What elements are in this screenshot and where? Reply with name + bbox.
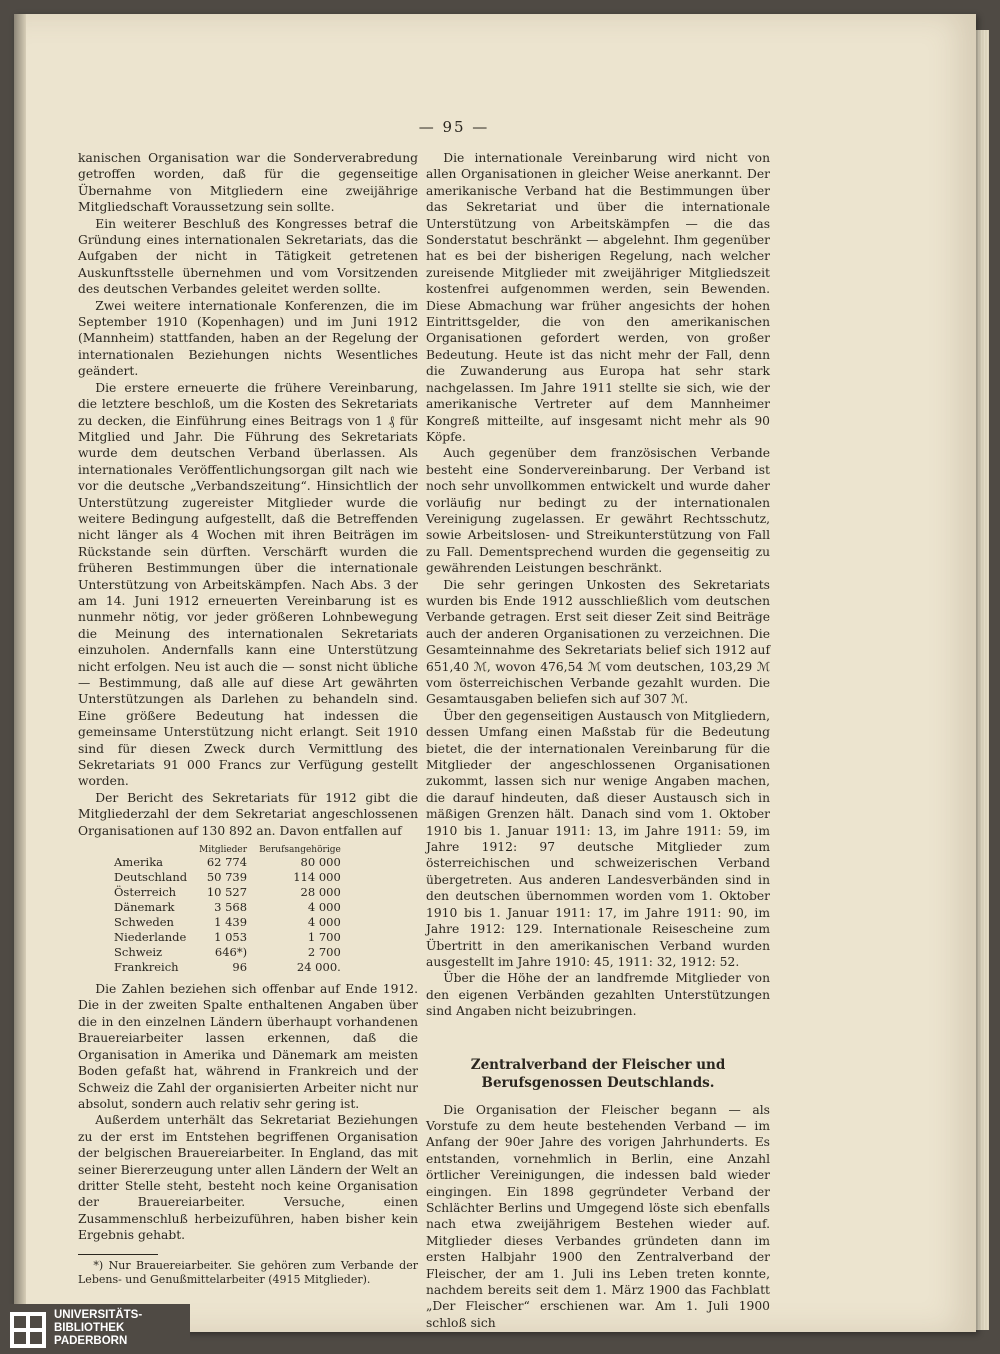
book-gutter — [14, 14, 26, 1332]
library-name-line: PADERBORN — [54, 1335, 128, 1347]
members-cell: 96 — [232, 960, 248, 975]
members-cell: 50 739 — [206, 870, 248, 885]
paragraph: kanischen Organisation war die Sonderverabredung getroffen worden, daß für die gegenseitige Übernahme von Mitgliedern eine zweijährige Mitgliedschaft Voraussetzung sein sollte. — [78, 151, 418, 215]
members-cell: 1 439 — [214, 915, 248, 930]
paragraph: Die sehr geringen Unkosten des Sekretariats wurden bis Ende 1912 ausschließlich vom deutschen Verbande getragen. Erst seit dieser Zeit sind Beiträge auch der anderen Organisationen zu verzeichnen. Die Gesamteinnahme des Sekretariats belief sich 1912 auf 651,40 ℳ, wovon 476,54 ℳ vom deutschen, 103,29 ℳ vom österreichischen Verbande gezahlt wurden. Die Gesamtausgaben beliefen sich auf 307 ℳ. — [426, 577, 770, 707]
paragraph: Außerdem unterhält das Sekretariat Beziehungen zu der erst im Entstehen begriffenen Organisation der belgischen Brauereiarbeiter. In England, das mit seiner Biererzeugung unter allen Ländern der Welt an dritter Stelle steht, besteht noch keine Organisation der Brauereiarbeiter. Versuche, einen Zusammenschluß herbeizuführen, haben bisher kein Ergebnis gehabt. — [78, 1113, 418, 1243]
table-row — [108, 885, 347, 900]
table-row — [108, 900, 347, 915]
library-name-line: BIBLIOTHEK — [54, 1322, 125, 1334]
footnote: *) Nur Brauereiarbeiter. Sie gehören zum Verbande der Lebens- und Genußmittelarbeiter (4915 Mitglieder). — [78, 1258, 418, 1287]
country-cell: Schweden — [114, 915, 174, 930]
country-cell: Österreich — [114, 885, 177, 900]
country-cell: Amerika — [114, 855, 164, 870]
workers-cell: 114 000 — [293, 870, 341, 885]
paragraph: Die Zahlen beziehen sich offenbar auf Ende 1912. Die in der zweiten Spalte enthaltenen Angaben über die in den einzelnen Ländern überhaupt vorhandenen Brauereiarbeiter lassen erkennen, daß die Organisation in Amerika und Dänemark am meisten Boden gefaßt hat, während in Frankreich und der Schweiz die Zahl der organisierten Arbeiter nicht nur absolut, sondern auch relativ sehr gering ist. — [78, 982, 418, 1111]
workers-cell: 4 000 — [307, 915, 341, 930]
country-cell: Dänemark — [114, 900, 175, 915]
country-cell: Niederlande — [114, 930, 187, 945]
paragraph: Auch gegenüber dem französischen Verbande besteht eine Sondervereinbarung. Der Verband ist noch sehr unvollkommen entwickelt und wurde daher vorläufig nur bedingt zu der internationalen Vereinigung zugelassen. Er gewährt Rechtsschutz, sowie Arbeitslosen- und Streikunterstützung von Fall zu Fall. Dementsprechend wurden die gegenseitig zu gewährenden Leistungen beschränkt. — [426, 446, 770, 576]
paragraph: Der Bericht des Sekretariats für 1912 gibt die Mitgliederzahl der dem Sekretariat angeschlossenen Organisationen auf 130 892 an. Davon entfallen auf — [78, 790, 418, 838]
paragraph: Über die Höhe der an landfremde Mitglieder von den eigenen Verbänden gezahlten Unterstützungen sind Angaben nicht beizubringen. — [426, 971, 770, 1019]
country-cell: Schweiz — [114, 945, 163, 960]
library-name — [54, 1309, 142, 1348]
table-row — [108, 945, 347, 960]
section-heading: Zentralverband der Fleischer und Berufsgenossen Deutschlands. — [470, 1056, 726, 1091]
members-cell: 646*) — [214, 945, 248, 960]
footnote-rule — [78, 1254, 158, 1255]
table-row — [108, 855, 347, 870]
members-cell: 1 053 — [214, 930, 248, 945]
workers-cell: 4 000 — [307, 900, 341, 915]
library-name-line: UNIVERSITÄTS- — [54, 1309, 143, 1321]
paragraph: Über den gegenseitigen Austausch von Mitgliedern, dessen Umfang einen Maßstab für die Bedeutung bietet, die der internationalen Vereinbarung für die Mitglieder der angeschlossenen Organisationen zukommt, lassen sich nur wenige Angaben machen, die darauf hindeuten, daß dieser Austausch sich in mäßigen Grenzen hält. Danach sind vom 1. Oktober 1910 bis 1. Januar 1911: 13, im Jahre 1911: 59, im Jahre 1912: 97 deutsche Mitglieder zum österreichischen und schweizerischen Verband übergetreten. Aus anderen Landesverbänden sind in den deutschen übernommen worden vom 1. Oktober 1910 bis 1. Januar 1911: 17, im Jahre 1911: 90, im Jahre 1912: 129. Internationale Reisescheine zum Übertritt in den amerikanischen Verband wurden ausgestellt im Jahre 1910: 45, 1911: 32, 1912: 52. — [426, 708, 770, 969]
workers-cell: 24 000. — [296, 960, 341, 975]
book-page — [14, 14, 976, 1332]
paragraph: Die internationale Vereinbarung wird nicht von allen Organisationen in gleicher Weise anerkannt. Der amerikanische Verband hat die Bestimmungen über das Sekretariat und über die internationale Unterstützung von Arbeitskämpfen — die das Sonderstatut beschränkt — abgelehnt. Ihm gegenüber hat es bei der bisherigen Regelung, nach welcher zureisende Mitglieder mit zweijähriger Mitgliedszeit kostenfrei aufgenommen werden, sein Bewenden. Diese Abmachung war früher angesichts der hohen Eintrittsgelder, die von den amerikanischen Organisationen gefordert werden, von großer Bedeutung. Heute ist das nicht mehr der Fall, denn die Zuwanderung aus Europa hat sehr stark nachgelassen. Im Jahre 1911 stellte sie sich, wie der amerikanische Vertreter auf dem Mannheimer Kongreß mitteilte, auf insgesamt nicht mehr als 90 Köpfe. — [426, 151, 770, 444]
workers-cell: 28 000 — [300, 885, 341, 900]
table-row — [108, 915, 347, 930]
column-header-members: Mitglieder — [199, 845, 248, 856]
workers-cell: 80 000 — [300, 855, 341, 870]
members-cell: 3 568 — [214, 900, 248, 915]
paragraph: Die erstere erneuerte die frühere Vereinbarung, die letztere beschloß, um die Kosten des Sekretariats zu decken, die Einführung eines Beitrags von 1 ₰ für Mitglied und Jahr. Die Führung des Sekretariats wurde dem deutschen Verband überlassen. Als internationales Veröffentlichungsorgan gilt nach wie vor die deutsche „Verbandszeitung“. Hinsichtlich der Unterstützung zugereister Mitglieder wurde die weitere Bedingung aufgestellt, daß die Betreffenden nicht länger als 4 Wochen mit ihren Beiträgen im Rückstande sein dürften. Verschärft wurden die früheren Bestimmungen über die internationale Unterstützung von Arbeitskämpfen. Nach Abs. 3 der am 14. Juni 1912 erneuerten Vereinbarung ist es nunmehr nötig, vor jeder größeren Lohnbewegung die Meinung des internationalen Sekretariats einzuholen. Andernfalls kann eine Unterstützung nicht erfolgen. Neu ist auch die — sonst nicht übliche — Bestimmung, daß alle auf diese Art gewährten Unterstützungen als Darlehen zu behandeln sind. Eine größere Bedeutung hat indessen die gemeinsame Unterstützung nicht erlangt. Seit 1910 sind für diesen Zweck durch Vermittlung des Sekretariats 91 000 Francs zur Verfügung gestellt worden. — [78, 380, 418, 789]
table-header-row — [108, 845, 347, 855]
table-row — [108, 870, 347, 885]
column-header-workers: Berufsangehörige — [259, 845, 341, 856]
table-row — [108, 960, 347, 975]
library-emblem-icon — [8, 1310, 48, 1350]
members-cell: 62 774 — [206, 855, 248, 870]
country-cell: Deutschland — [114, 870, 188, 885]
paragraph: Zwei weitere internationale Konferenzen, die im September 1910 (Kopenhagen) und im Juni 1912 (Mannheim) stattfanden, haben an der Regelung der internationalen Beziehungen nichts Wesentliches geändert. — [78, 298, 418, 379]
country-cell: Frankreich — [114, 960, 179, 975]
workers-cell: 1 700 — [307, 930, 341, 945]
workers-cell: 2 700 — [307, 945, 341, 960]
table-row — [108, 930, 347, 945]
left-column — [78, 150, 418, 1288]
right-column — [426, 150, 770, 1331]
page-number: — 95 — — [418, 118, 490, 136]
paragraph: Ein weiterer Beschluß des Kongresses betraf die Gründung eines internationalen Sekretariats, das die Aufgaben der nicht in Tätigkeit getretenen Auskunftsstelle übernehmen und vom Vorsitzenden des deutschen Verbandes geleitet werden sollte. — [78, 216, 418, 297]
paragraph: Die Organisation der Fleischer begann — als Vorstufe zu dem heute bestehenden Verband — im Anfang der 90er Jahre des vorigen Jahrhunderts. Es entstanden, vornehmlich in Berlin, eine Anzahl örtlicher Vereinigungen, die indessen bald wieder eingingen. Ein 1898 gegründeter Verband der Schlächter Berlins und Umgegend löste sich ebenfalls nach etwa zweijährigem Bestehen wieder auf. Mitglieder dieses Verbandes gründeten dann im ersten Halbjahr 1900 den Zentralverband der Fleischer, der am 1. Juli ins Leben treten konnte, nachdem bereits seit dem 1. März 1900 das Fachblatt „Der Fleischer“ erschienen war. Am 1. Juli 1900 schloß sich — [426, 1102, 770, 1330]
library-logo — [0, 1304, 190, 1354]
membership-table — [108, 845, 347, 975]
members-cell: 10 527 — [206, 885, 248, 900]
